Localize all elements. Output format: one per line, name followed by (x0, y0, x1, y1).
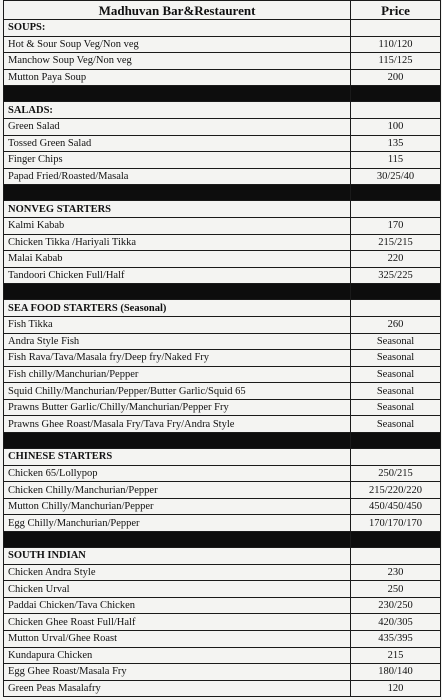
menu-item-row (4, 118, 441, 135)
menu-item-row (4, 36, 441, 53)
menu-item-name: Paddai Chicken/Tava Chicken (4, 597, 351, 614)
menu-item-row (4, 152, 441, 169)
menu-item-name: Papad Fried/Roasted/Masala (4, 168, 351, 185)
menu-item-row (4, 333, 441, 350)
menu-item-name: Prawns Ghee Roast/Masala Fry/Tava Fry/Andra Style (4, 416, 351, 433)
section-price-cell (351, 300, 441, 317)
price-column-header: Price (351, 1, 441, 20)
menu-item-row (4, 168, 441, 185)
menu-body (4, 20, 441, 697)
menu-item-price: Seasonal (351, 366, 441, 383)
menu-item-price: 120 (351, 680, 441, 697)
menu-item-row (4, 267, 441, 284)
menu-item-price: 325/225 (351, 267, 441, 284)
section-price-cell (351, 548, 441, 565)
section-header-row (4, 201, 441, 218)
section-divider (4, 433, 441, 449)
menu-item-name: Mutton Chilly/Manchurian/Pepper (4, 498, 351, 515)
section-title: NONVEG STARTERS (4, 201, 351, 218)
section-title: SALADS: (4, 102, 351, 119)
menu-item-row (4, 217, 441, 234)
menu-item-price: Seasonal (351, 399, 441, 416)
menu-item-price: 200 (351, 69, 441, 86)
section-title: SOUPS: (4, 20, 351, 37)
menu-item-row (4, 631, 441, 648)
section-header-row (4, 300, 441, 317)
menu-item-name: Tossed Green Salad (4, 135, 351, 152)
section-divider (4, 185, 441, 201)
menu-item-name: Malai Kabab (4, 251, 351, 268)
menu-item-name: Chicken 65/Lollypop (4, 465, 351, 482)
menu-item-price: 135 (351, 135, 441, 152)
menu-item-row (4, 597, 441, 614)
menu-item-price: 115/125 (351, 53, 441, 70)
section-price-cell (351, 449, 441, 466)
section-title: CHINESE STARTERS (4, 449, 351, 466)
menu-item-row (4, 53, 441, 70)
menu-item-price: 215/220/220 (351, 482, 441, 499)
section-header-row (4, 548, 441, 565)
menu-item-price: 250 (351, 581, 441, 598)
menu-item-price: 215 (351, 647, 441, 664)
menu-item-row (4, 383, 441, 400)
menu-item-price: 220 (351, 251, 441, 268)
menu-item-row (4, 416, 441, 433)
menu-item-name: Chicken Tikka /Hariyali Tikka (4, 234, 351, 251)
menu-item-row (4, 69, 441, 86)
menu-item-name: Green Salad (4, 118, 351, 135)
menu-item-price: Seasonal (351, 350, 441, 367)
menu-item-row (4, 316, 441, 333)
menu-table (3, 0, 441, 697)
menu-item-name: Fish Rava/Tava/Masala fry/Deep fry/Naked Fry (4, 350, 351, 367)
menu-item-name: Tandoori Chicken Full/Half (4, 267, 351, 284)
menu-item-name: Chicken Urval (4, 581, 351, 598)
menu-item-row (4, 251, 441, 268)
menu-item-row (4, 498, 441, 515)
menu-item-price: 115 (351, 152, 441, 169)
section-divider (4, 284, 441, 300)
menu-item-name: Mutton Paya Soup (4, 69, 351, 86)
menu-item-name: Egg Chilly/Manchurian/Pepper (4, 515, 351, 532)
section-title: SOUTH INDIAN (4, 548, 351, 565)
menu-item-name: Mutton Urval/Ghee Roast (4, 631, 351, 648)
section-price-cell (351, 201, 441, 218)
menu-item-name: Andra Style Fish (4, 333, 351, 350)
menu-item-row (4, 135, 441, 152)
menu-item-price: 230 (351, 564, 441, 581)
menu-item-price: 420/305 (351, 614, 441, 631)
menu-item-price: 260 (351, 316, 441, 333)
menu-item-price: Seasonal (351, 416, 441, 433)
menu-item-price: 250/215 (351, 465, 441, 482)
menu-item-name: Fish Tikka (4, 316, 351, 333)
menu-item-price: 450/450/450 (351, 498, 441, 515)
menu-item-row (4, 647, 441, 664)
menu-item-name: Chicken Ghee Roast Full/Half (4, 614, 351, 631)
menu-item-row (4, 515, 441, 532)
menu-item-name: Kalmi Kabab (4, 217, 351, 234)
menu-item-price: 435/395 (351, 631, 441, 648)
section-divider (4, 86, 441, 102)
menu-header-row (4, 1, 441, 20)
section-price-cell (351, 20, 441, 37)
section-header-row (4, 20, 441, 37)
section-header-row (4, 449, 441, 466)
menu-item-price: 170 (351, 217, 441, 234)
menu-item-row (4, 482, 441, 499)
menu-item-name: Finger Chips (4, 152, 351, 169)
menu-item-name: Egg Ghee Roast/Masala Fry (4, 664, 351, 681)
menu-item-price: 230/250 (351, 597, 441, 614)
menu-item-row (4, 664, 441, 681)
menu-item-row (4, 581, 441, 598)
menu-item-name: Prawns Butter Garlic/Chilly/Manchurian/Pepper Fry (4, 399, 351, 416)
menu-item-name: Chicken Andra Style (4, 564, 351, 581)
menu-item-name: Kundapura Chicken (4, 647, 351, 664)
restaurant-title: Madhuvan Bar&Restaurent (4, 1, 351, 20)
menu-item-name: Manchow Soup Veg/Non veg (4, 53, 351, 70)
menu-item-name: Chicken Chilly/Manchurian/Pepper (4, 482, 351, 499)
menu-item-row (4, 614, 441, 631)
menu-item-row (4, 366, 441, 383)
section-title: SEA FOOD STARTERS (Seasonal) (4, 300, 351, 317)
section-header-row (4, 102, 441, 119)
menu-item-row (4, 234, 441, 251)
menu-item-price: 100 (351, 118, 441, 135)
menu-item-price: 110/120 (351, 36, 441, 53)
menu-item-price: 30/25/40 (351, 168, 441, 185)
menu-item-name: Green Peas Masalafry (4, 680, 351, 697)
menu-item-name: Hot & Sour Soup Veg/Non veg (4, 36, 351, 53)
menu-item-price: Seasonal (351, 383, 441, 400)
menu-item-row (4, 564, 441, 581)
menu-item-row (4, 399, 441, 416)
menu-item-price: Seasonal (351, 333, 441, 350)
section-price-cell (351, 102, 441, 119)
menu-item-price: 215/215 (351, 234, 441, 251)
menu-item-row (4, 680, 441, 697)
menu-item-name: Squid Chilly/Manchurian/Pepper/Butter Garlic/Squid 65 (4, 383, 351, 400)
menu-item-row (4, 465, 441, 482)
menu-item-price: 180/140 (351, 664, 441, 681)
menu-item-price: 170/170/170 (351, 515, 441, 532)
menu-item-name: Fish chilly/Manchurian/Pepper (4, 366, 351, 383)
menu-item-row (4, 350, 441, 367)
section-divider (4, 532, 441, 548)
